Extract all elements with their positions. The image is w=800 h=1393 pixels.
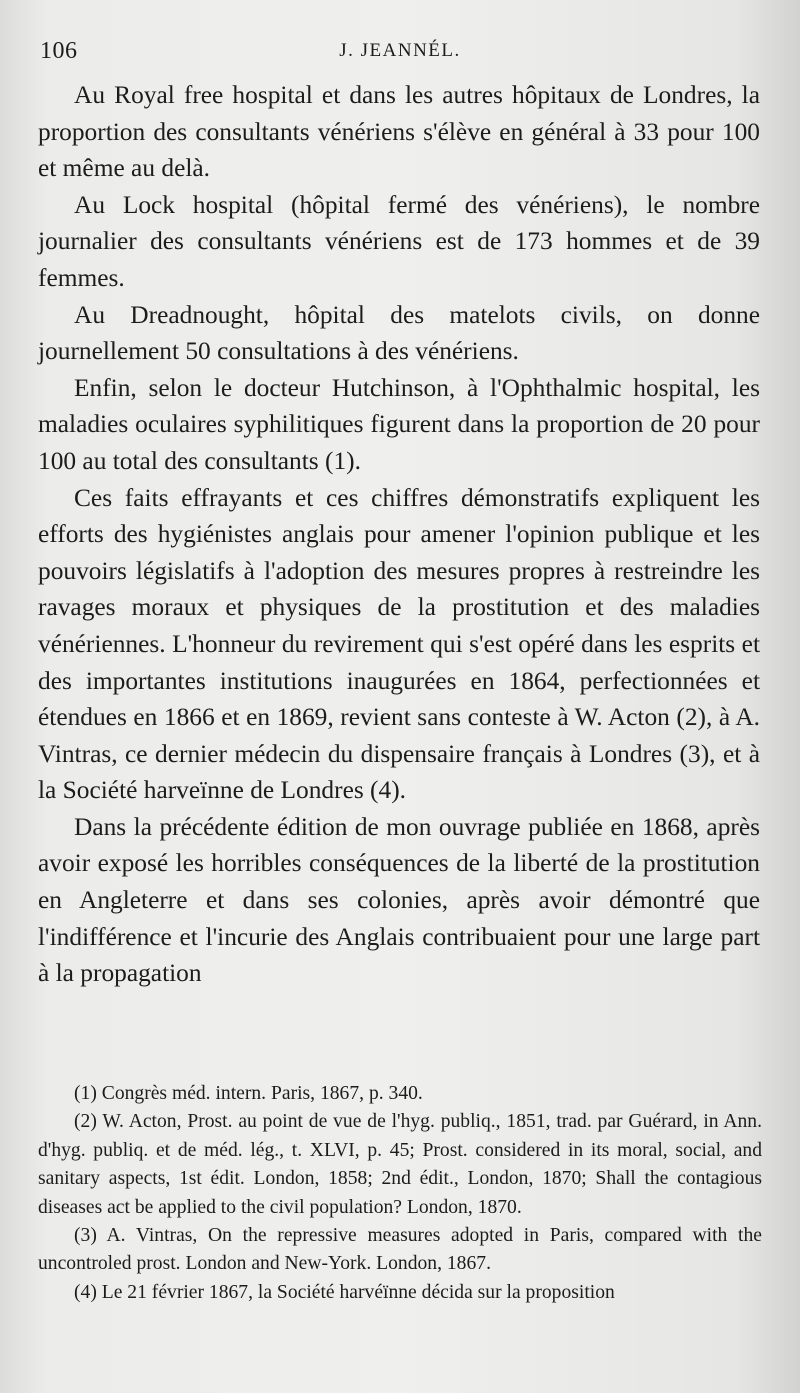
paragraph: Au Lock hospital (hôpital fermé des vénériens), le nombre journalier des consultants vénériens est de 173 hommes et de 39 femmes. [38,190,760,292]
footnote: (3) A. Vintras, On the repressive measures adopted in Paris, compared with the uncontroled prost. London and New-York. London, 1867. [38,1225,762,1275]
page-header [40,38,760,74]
footnote: (2) W. Acton, Prost. au point de vue de l'hyg. publiq., 1851, trad. par Guérard, in Ann. d'hyg. publiq. et de méd. lég., t. XLVI, p. 45; Prost. considered in its moral, social, and sanitary aspects, 1st édit. London, 1858; 2nd édit., London, 1870; Shall the contagious diseases act be applied to the civil population? London, 1870. [38,1111,762,1218]
footnotes [38,1080,762,1307]
page-number: 106 [40,38,78,64]
footnote: (4) Le 21 février 1867, la Société harvéïnne décida sur la proposition [74,1281,615,1303]
running-head: J. JEANNÉL. [339,40,461,61]
paragraph: Dans la précédente édition de mon ouvrage publiée en 1868, après avoir exposé les horribles conséquences de la liberté de la prostitution en Angleterre et dans ses colonies, après avoir démontré que l'indifférence et l'incurie des Anglais contribuaient pour une large part à la propagation [38,812,760,988]
footnote: (1) Congrès méd. intern. Paris, 1867, p. 340. [74,1083,423,1104]
paragraph: Au Royal free hospital et dans les autres hôpitaux de Londres, la proportion des consultants vénériens s'élève en général à 33 pour 100 et même au delà. [38,81,760,183]
paragraph: Ces faits effrayants et ces chiffres démonstratifs expliquent les efforts des hygiénistes anglais pour amener l'opinion publique et les pouvoirs législatifs à l'adoption des mesures propres à restreindre les ravages moraux et physiques de la prostitution et des maladies vénériennes. L'honneur du revirement qui s'est opéré dans les esprits et des importantes institutions inaugurées en 1864, perfectionnées et étendues en 1866 et en 1869, revient sans conteste à W. Acton (2), à A. Vintras, ce dernier médecin du dispensaire français à Londres (3), et à la Société harveïnne de Londres (4). [38,483,760,805]
body-text [38,77,760,992]
paragraph: Enfin, selon le docteur Hutchinson, à l'Ophthalmic hospital, les maladies oculaires syphilitiques figurent dans la proportion de 20 pour 100 au total des consultants (1). [38,373,760,475]
paragraph: Au Dreadnought, hôpital des matelots civils, on donne journellement 50 consultations à des vénériens. [38,300,760,366]
